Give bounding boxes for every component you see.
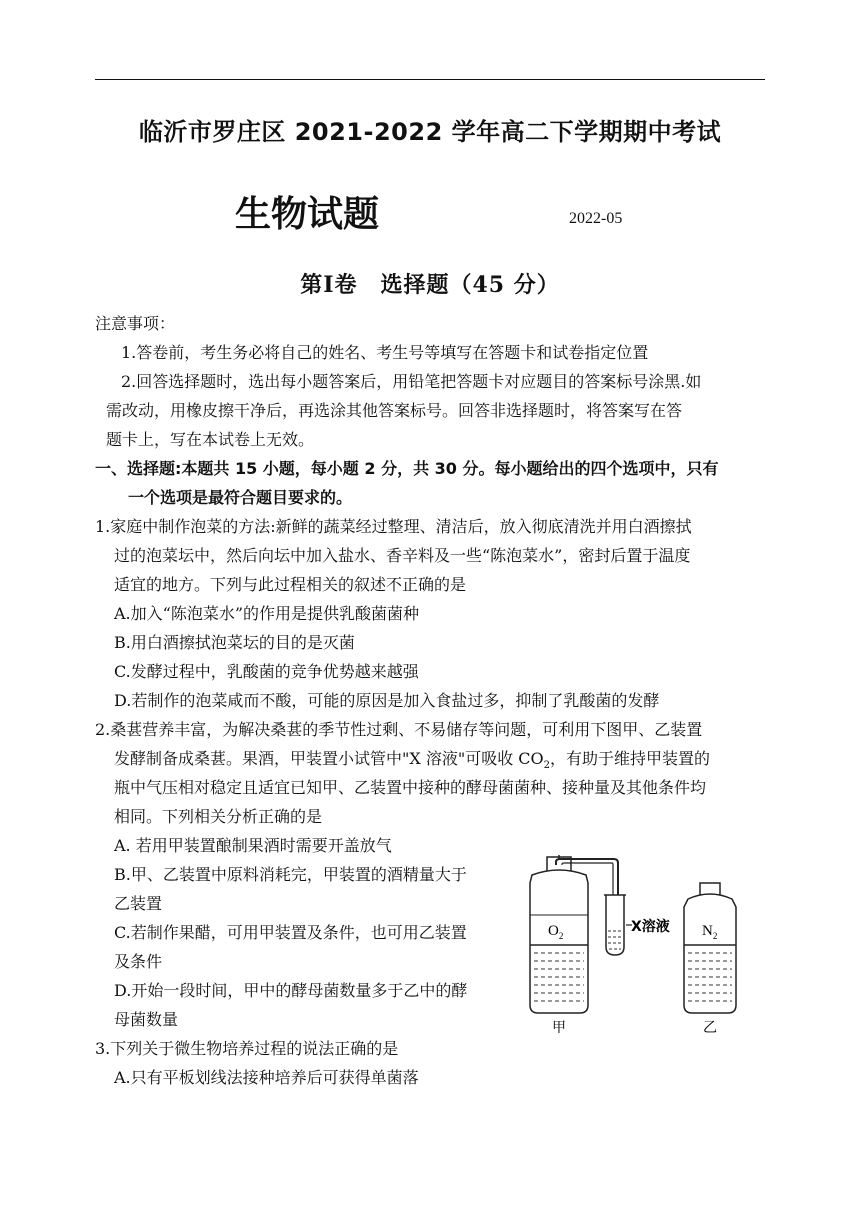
q2-option-c-line-2: 及条件 (114, 952, 163, 971)
note-item-1: 1.答卷前，考生务必将自己的姓名、考生号等填写在答题卡和试卷指定位置 (121, 343, 649, 362)
note-item-2-line-2: 需改动，用橡皮擦干净后，再选涂其他答案标号。回答非选择题时，将答案写在答 (106, 401, 683, 420)
x-solution-label: X溶液 (631, 919, 670, 935)
fermentation-apparatus-figure (520, 855, 748, 1035)
q1-stem-line-1: 1.家庭中制作泡菜的方法:新鲜的蔬菜经过整理、清洁后，放入彻底清洗并用白酒擦拭 (95, 517, 692, 536)
q1-stem-line-3: 适宜的地方。下列与此过程相关的叙述不正确的是 (114, 575, 467, 594)
part-1-instruction-line-1: 一、选择题:本题共 15 小题，每小题 2 分，共 30 分。每小题给出的四个选项中，只有 (95, 459, 719, 478)
q3-option-a: A.只有平板划线法接种培养后可获得单菌落 (114, 1068, 419, 1087)
subject-title: 生物试题 (235, 194, 380, 235)
q2-option-a: A. 若用甲装置酿制果酒时需要开盖放气 (114, 836, 392, 855)
q3-stem: 3.下列关于微生物培养过程的说法正确的是 (95, 1039, 399, 1058)
note-item-2-line-1: 2.回答选择题时，选出每小题答案后，用铅笔把答题卡对应题目的答案标号涂黑.如 (121, 372, 702, 391)
q2-stem-line-2: 发酵制备成桑葚。果酒，甲装置小试管中"X 溶液"可吸收 $CO_2$，有助于维持甲装置的 (114, 749, 711, 772)
top-rule (95, 79, 765, 80)
q2-option-d-line-2: 母菌数量 (114, 1010, 179, 1029)
bottle-yi (684, 883, 736, 1013)
test-tube (604, 895, 632, 955)
o2-label: $O_2$ (548, 923, 564, 941)
exam-title: 临沂市罗庄区 2021-2022 学年高二下学期期中考试 (138, 118, 722, 146)
label-jia: 甲 (552, 1020, 566, 1035)
q1-option-a: A.加入“陈泡菜水”的作用是提供乳酸菌菌种 (114, 604, 420, 623)
q2-stem-line-1: 2.桑葚营养丰富，为解决桑葚的季节性过剩、不易储存等问题，可利用下图甲、乙装置 (95, 720, 703, 739)
part-1-instruction-line-2: 一个选项是最符合题目要求的。 (128, 488, 353, 507)
section-title: 第Ⅰ卷 选择题（45 分） (300, 272, 560, 298)
q1-option-d: D.若制作的泡菜咸而不酸，可能的原因是加入食盐过多，抑制了乳酸菌的发酵 (114, 691, 660, 710)
label-yi: 乙 (703, 1020, 717, 1035)
q2-option-b-line-1: B.甲、乙装置中原料消耗完，甲装置的酒精量大于 (114, 865, 467, 884)
q1-stem-line-2: 过的泡菜坛中，然后向坛中加入盐水、香辛料及一些“陈泡菜水”，密封后置于温度 (114, 546, 691, 565)
q1-option-b: B.用白酒擦拭泡菜坛的目的是灭菌 (114, 633, 355, 652)
q2-option-d-line-1: D.开始一段时间，甲中的酵母菌数量多于乙中的酵 (114, 981, 468, 1000)
note-item-2-line-3: 题卡上，写在本试卷上无效。 (106, 430, 315, 449)
n2-label: $N_2$ (702, 923, 718, 941)
exam-date: 2022-05 (569, 210, 623, 227)
q2-stem-line-3: 瓶中气压相对稳定且适宜已知甲、乙装置中接种的酵母菌菌种、接种量及其他条件均 (114, 778, 707, 797)
q2-option-b-line-2: 乙装置 (114, 894, 163, 913)
notes-heading: 注意事项： (95, 314, 176, 333)
q2-option-c-line-1: C.若制作果醋，可用甲装置及条件，也可用乙装置 (114, 923, 467, 942)
q2-stem-line-4: 相同。下列相关分析正确的是 (114, 807, 323, 826)
q1-option-c: C.发酵过程中，乳酸菌的竞争优势越来越强 (114, 662, 419, 681)
